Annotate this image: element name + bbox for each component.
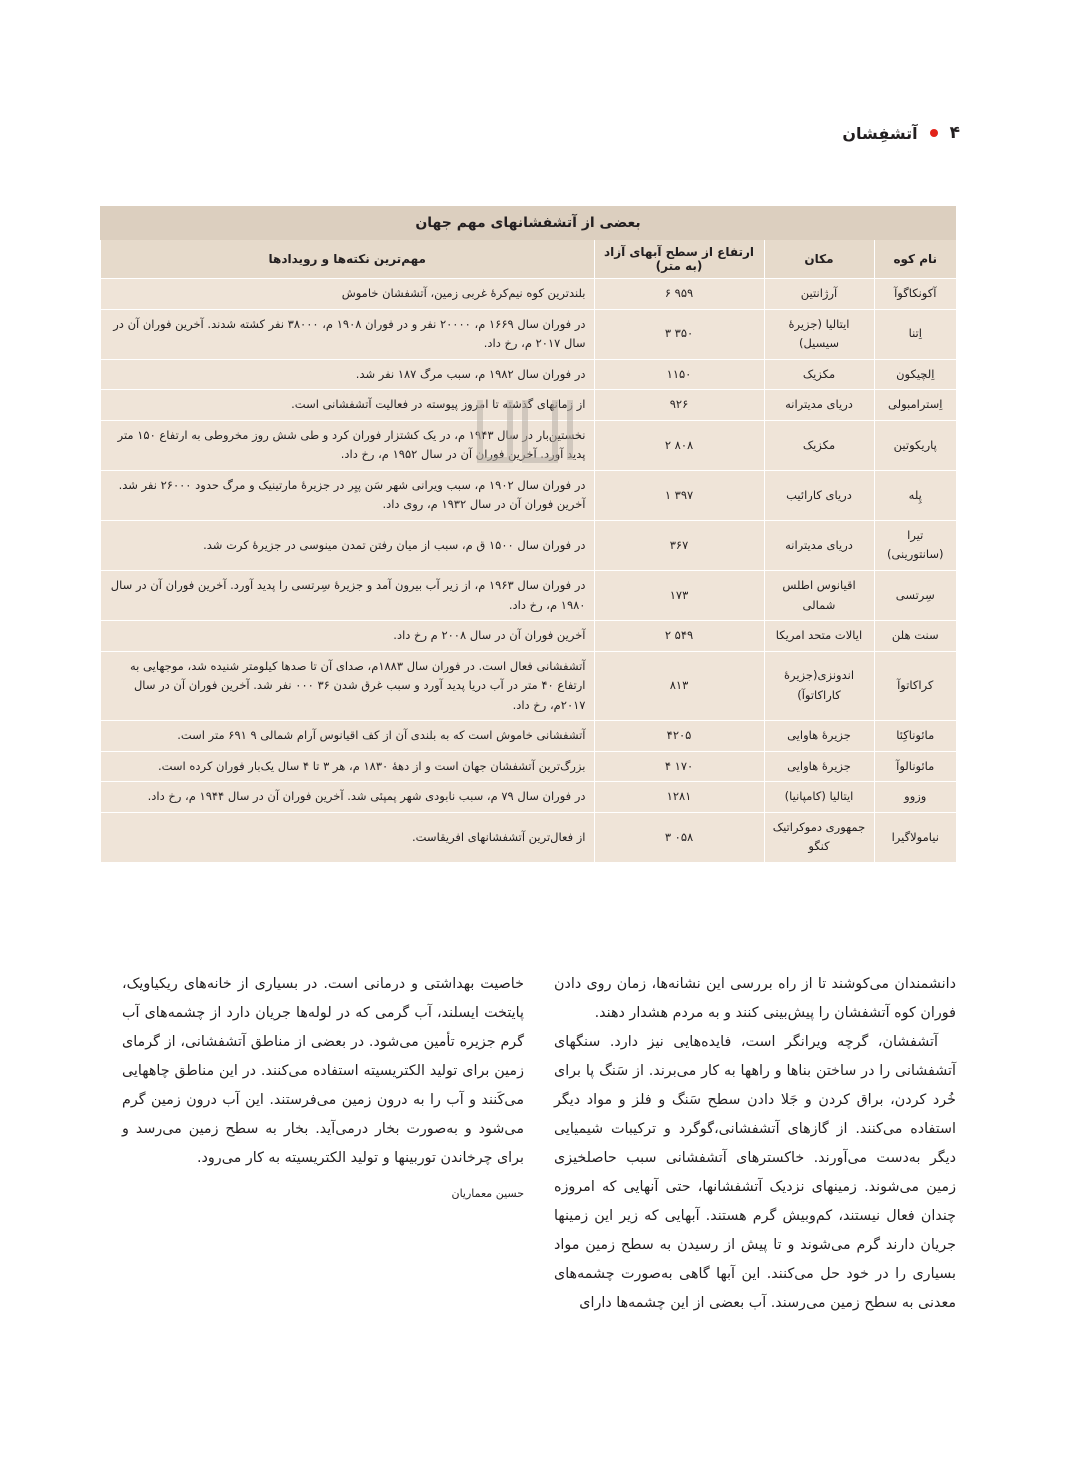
- cell-elevation: ۹۲۶: [594, 390, 764, 421]
- cell-notes: در فوران سال ۱۹۸۲ م، سبب مرگ ۱۸۷ نفر شد.: [101, 359, 595, 390]
- cell-location: جزیرهٔ هاوایی: [764, 721, 874, 752]
- cell-name: اِلچیکون: [874, 359, 956, 390]
- cell-location: دریای مدیترانه: [764, 390, 874, 421]
- table-title: بعضی از آتشفشانهای مهم جهان: [100, 206, 956, 240]
- cell-location: ایالات متحد امریکا: [764, 621, 874, 652]
- cell-elevation: ۴ ۱۷۰: [594, 751, 764, 782]
- table-row: [101, 279, 957, 310]
- red-dot-icon: [930, 129, 938, 137]
- cell-elevation: ۱۷۳: [594, 571, 764, 621]
- table-row: [101, 621, 957, 652]
- cell-location: جمهوری دموکراتیک کنگو: [764, 812, 874, 862]
- cell-location: اندونزی(جزیرهٔ کاراکاتوآ): [764, 651, 874, 721]
- cell-elevation: ۲ ۵۴۹: [594, 621, 764, 652]
- page-number: ۴: [949, 123, 960, 143]
- column-header-notes: مهم‌ترین نکته‌ها و رویدادها: [101, 240, 595, 279]
- table-row: [101, 470, 957, 520]
- cell-location: دریای مدیترانه: [764, 520, 874, 570]
- table-body: [101, 279, 957, 863]
- cell-location: اقیانوس اطلس شمالی: [764, 571, 874, 621]
- cell-elevation: ۱۲۸۱: [594, 782, 764, 813]
- column-header-location: مکان: [764, 240, 874, 279]
- cell-elevation: ۲ ۸۰۸: [594, 420, 764, 470]
- table-header-row: [101, 240, 957, 279]
- cell-name: تیرا (سانتورینی): [874, 520, 956, 570]
- volcano-data-table: [100, 240, 956, 862]
- cell-name: پاریکوتین: [874, 420, 956, 470]
- cell-notes: آخرین فوران آن در سال ۲۰۰۸ م رخ داد.: [101, 621, 595, 652]
- chapter-title: آتشفِشان: [842, 123, 918, 143]
- cell-elevation: ۳ ۰۵۸: [594, 812, 764, 862]
- table-row: [101, 520, 957, 570]
- table-row: [101, 571, 957, 621]
- body-column-left: [122, 970, 524, 1208]
- cell-name: وزوو: [874, 782, 956, 813]
- cell-notes: از زمانهای گذشته تا امروز پیوسته در فعالیت آتشفشانی است.: [101, 390, 595, 421]
- cell-elevation: ۶ ۹۵۹: [594, 279, 764, 310]
- cell-name: نیامولاگیرا: [874, 812, 956, 862]
- cell-notes: آتشفشانی خاموش است که به بلندی آن از کف اقیانوس آرام شمالی ۹ ۶۹۱ متر است.: [101, 721, 595, 752]
- cell-name: مائوناکِئا: [874, 721, 956, 752]
- page-header: [120, 118, 960, 148]
- table-row: [101, 782, 957, 813]
- table-row: [101, 420, 957, 470]
- cell-location: دریای کارائیب: [764, 470, 874, 520]
- cell-name: اِتنا: [874, 309, 956, 359]
- cell-notes: در فوران سال ۱۶۶۹ م، ۲۰۰۰۰ نفر و در فوران ۱۹۰۸ م، ۳۸۰۰۰ نفر کشته شدند. آخرین فوران آن در سال ۲۰۱۷ م، رخ داد.: [101, 309, 595, 359]
- table-row: [101, 812, 957, 862]
- cell-elevation: ۴۲۰۵: [594, 721, 764, 752]
- paragraph: دانشمندان می‌کوشند تا از راه بررسی این نشانه‌ها، زمان روی دادن فوران کوه آتشفشان را پیش‌بینی کنند و به مردم هشدار دهند.: [554, 976, 956, 1021]
- table-row: [101, 309, 957, 359]
- cell-location: جزیرهٔ هاوایی: [764, 751, 874, 782]
- cell-elevation: ۸۱۳: [594, 651, 764, 721]
- cell-location: مکزیک: [764, 420, 874, 470]
- cell-elevation: ۳ ۳۵۰: [594, 309, 764, 359]
- body-column-right: [554, 970, 956, 1318]
- cell-notes: آتشفشانی فعال است. در فوران سال ۱۸۸۳م، صدای آن تا صدها کیلومتر شنیده شد، موجهایی به ارتفاع ۴۰ متر در آب دریا پدید آورد و سبب غرق شدن ۳۶ ۰۰۰ نفر شد. آخرین فوران آن در سال ۲۰۱۷م، رخ داد.: [101, 651, 595, 721]
- author-credit: حسین معماریان: [451, 1187, 524, 1200]
- cell-notes: بزرگ‌ترین آتشفشان جهان است و از دههٔ ۱۸۳۰ م، هر ۳ تا ۴ سال یک‌بار فوران کرده است.: [101, 751, 595, 782]
- table-row: [101, 390, 957, 421]
- cell-name: مائونالوآ: [874, 751, 956, 782]
- column-header-elevation: ارتفاع از سطح آبهای آزاد (به متر): [594, 240, 764, 279]
- cell-elevation: ۱۱۵۰: [594, 359, 764, 390]
- paragraph: خاصیت بهداشتی و درمانی است. در بسیاری از خانه‌های ریکیاویک، پایتخت ایسلند، آب گرمی که در لوله‌ها جریان دارد از چشمه‌های آب گرم جزیره تأمین می‌شود. در بعضی از مناطق آتشفشانی، از گرمای زمین برای تولید الکتریسیته استفاده می‌کنند. در این مناطق چاههایی می‌کَنند و آب را به درون زمین می‌فرستند. این آب درون زمین گرم می‌شود و به‌صورت بخار درمی‌آید. بخار به سطح زمین می‌رسد و برای چرخاندن توربینها و تولید الکتریسیته به کار می‌رود.: [122, 976, 524, 1166]
- cell-name: سِرتسی: [874, 571, 956, 621]
- volcano-table: [100, 206, 956, 862]
- cell-name: پِله: [874, 470, 956, 520]
- cell-elevation: ۱ ۳۹۷: [594, 470, 764, 520]
- cell-name: کراکاتوآ: [874, 651, 956, 721]
- cell-notes: در فوران سال ۷۹ م، سبب نابودی شهر پمپئی شد. آخرین فوران آن در سال ۱۹۴۴ م، رخ داد.: [101, 782, 595, 813]
- cell-location: آرژانتین: [764, 279, 874, 310]
- cell-notes: بلندترین کوه نیم‌کرهٔ غربی زمین، آتشفشان خاموش: [101, 279, 595, 310]
- table-row: [101, 721, 957, 752]
- table-row: [101, 651, 957, 721]
- cell-notes: در فوران سال ۱۹۰۲ م، سبب ویرانی شهر سَن پیِر در جزیرهٔ مارتینیک و مرگ حدود ۲۶۰۰۰ نفر شد. آخرین فوران آن در سال ۱۹۳۲ م، روی داد.: [101, 470, 595, 520]
- column-header-name: نام کوه: [874, 240, 956, 279]
- cell-notes: در فوران سال ۱۹۶۳ م، از زیر آب بیرون آمد و جزیرهٔ سِرتسی را پدید آورد. آخرین فوران آن در سال ۱۹۸۰ م، رخ داد.: [101, 571, 595, 621]
- cell-location: ایتالیا (جزیرهٔ سیسیل): [764, 309, 874, 359]
- cell-notes: در فوران سال ۱۵۰۰ ق م، سبب از میان رفتن تمدن مینوسی در جزیرهٔ کرت شد.: [101, 520, 595, 570]
- table-row: [101, 359, 957, 390]
- cell-elevation: ۳۶۷: [594, 520, 764, 570]
- cell-name: اِسترامبولی: [874, 390, 956, 421]
- cell-location: ایتالیا (کامپانیا): [764, 782, 874, 813]
- cell-name: آکونکاگوآ: [874, 279, 956, 310]
- cell-location: مکزیک: [764, 359, 874, 390]
- cell-name: سنت هلن: [874, 621, 956, 652]
- paragraph: آتشفشان، گرچه ویرانگر است، فایده‌هایی نیز دارد. سنگهای آتشفشانی را در ساختن بناها و راهها به کار می‌برند. از سَنگ پا برای خُرد کردن، براق کردن و جَلا دادن سطح سَنگ و فلز و مواد دیگر استفاده می‌کنند. از گازهای آتشفشانی،گوگرد و ترکیبات شیمیایی دیگر به‌دست می‌آورند. خاکسترهای آتشفشانی سبب حاصلخیزی زمین می‌شوند. زمینهای نزدیک آتشفشانها، حتی آنهایی که امروزه چندان فعال نیستند، کم‌وبیش گرم هستند. آبهایی که زیر این زمینها جریان دارند گرم می‌شوند و تا پیش از رسیدن به سطح زمین مواد بسیاری را در خود حل می‌کنند. این آبها گاهی به‌صورت چشمه‌های معدنی به سطح زمین می‌رسند. آب بعضی از این چشمه‌ها دارای: [554, 1034, 956, 1311]
- cell-notes: از فعال‌ترین آتشفشانهای افریقاست.: [101, 812, 595, 862]
- table-row: [101, 751, 957, 782]
- cell-notes: نخستین‌بار در سال ۱۹۴۳ م، در یک کشتزار فوران کرد و طی شش روز مخروطی به ارتفاع ۱۵۰ متر پدید آورد. آخرین فوران آن در سال ۱۹۵۲ م، رخ داد.: [101, 420, 595, 470]
